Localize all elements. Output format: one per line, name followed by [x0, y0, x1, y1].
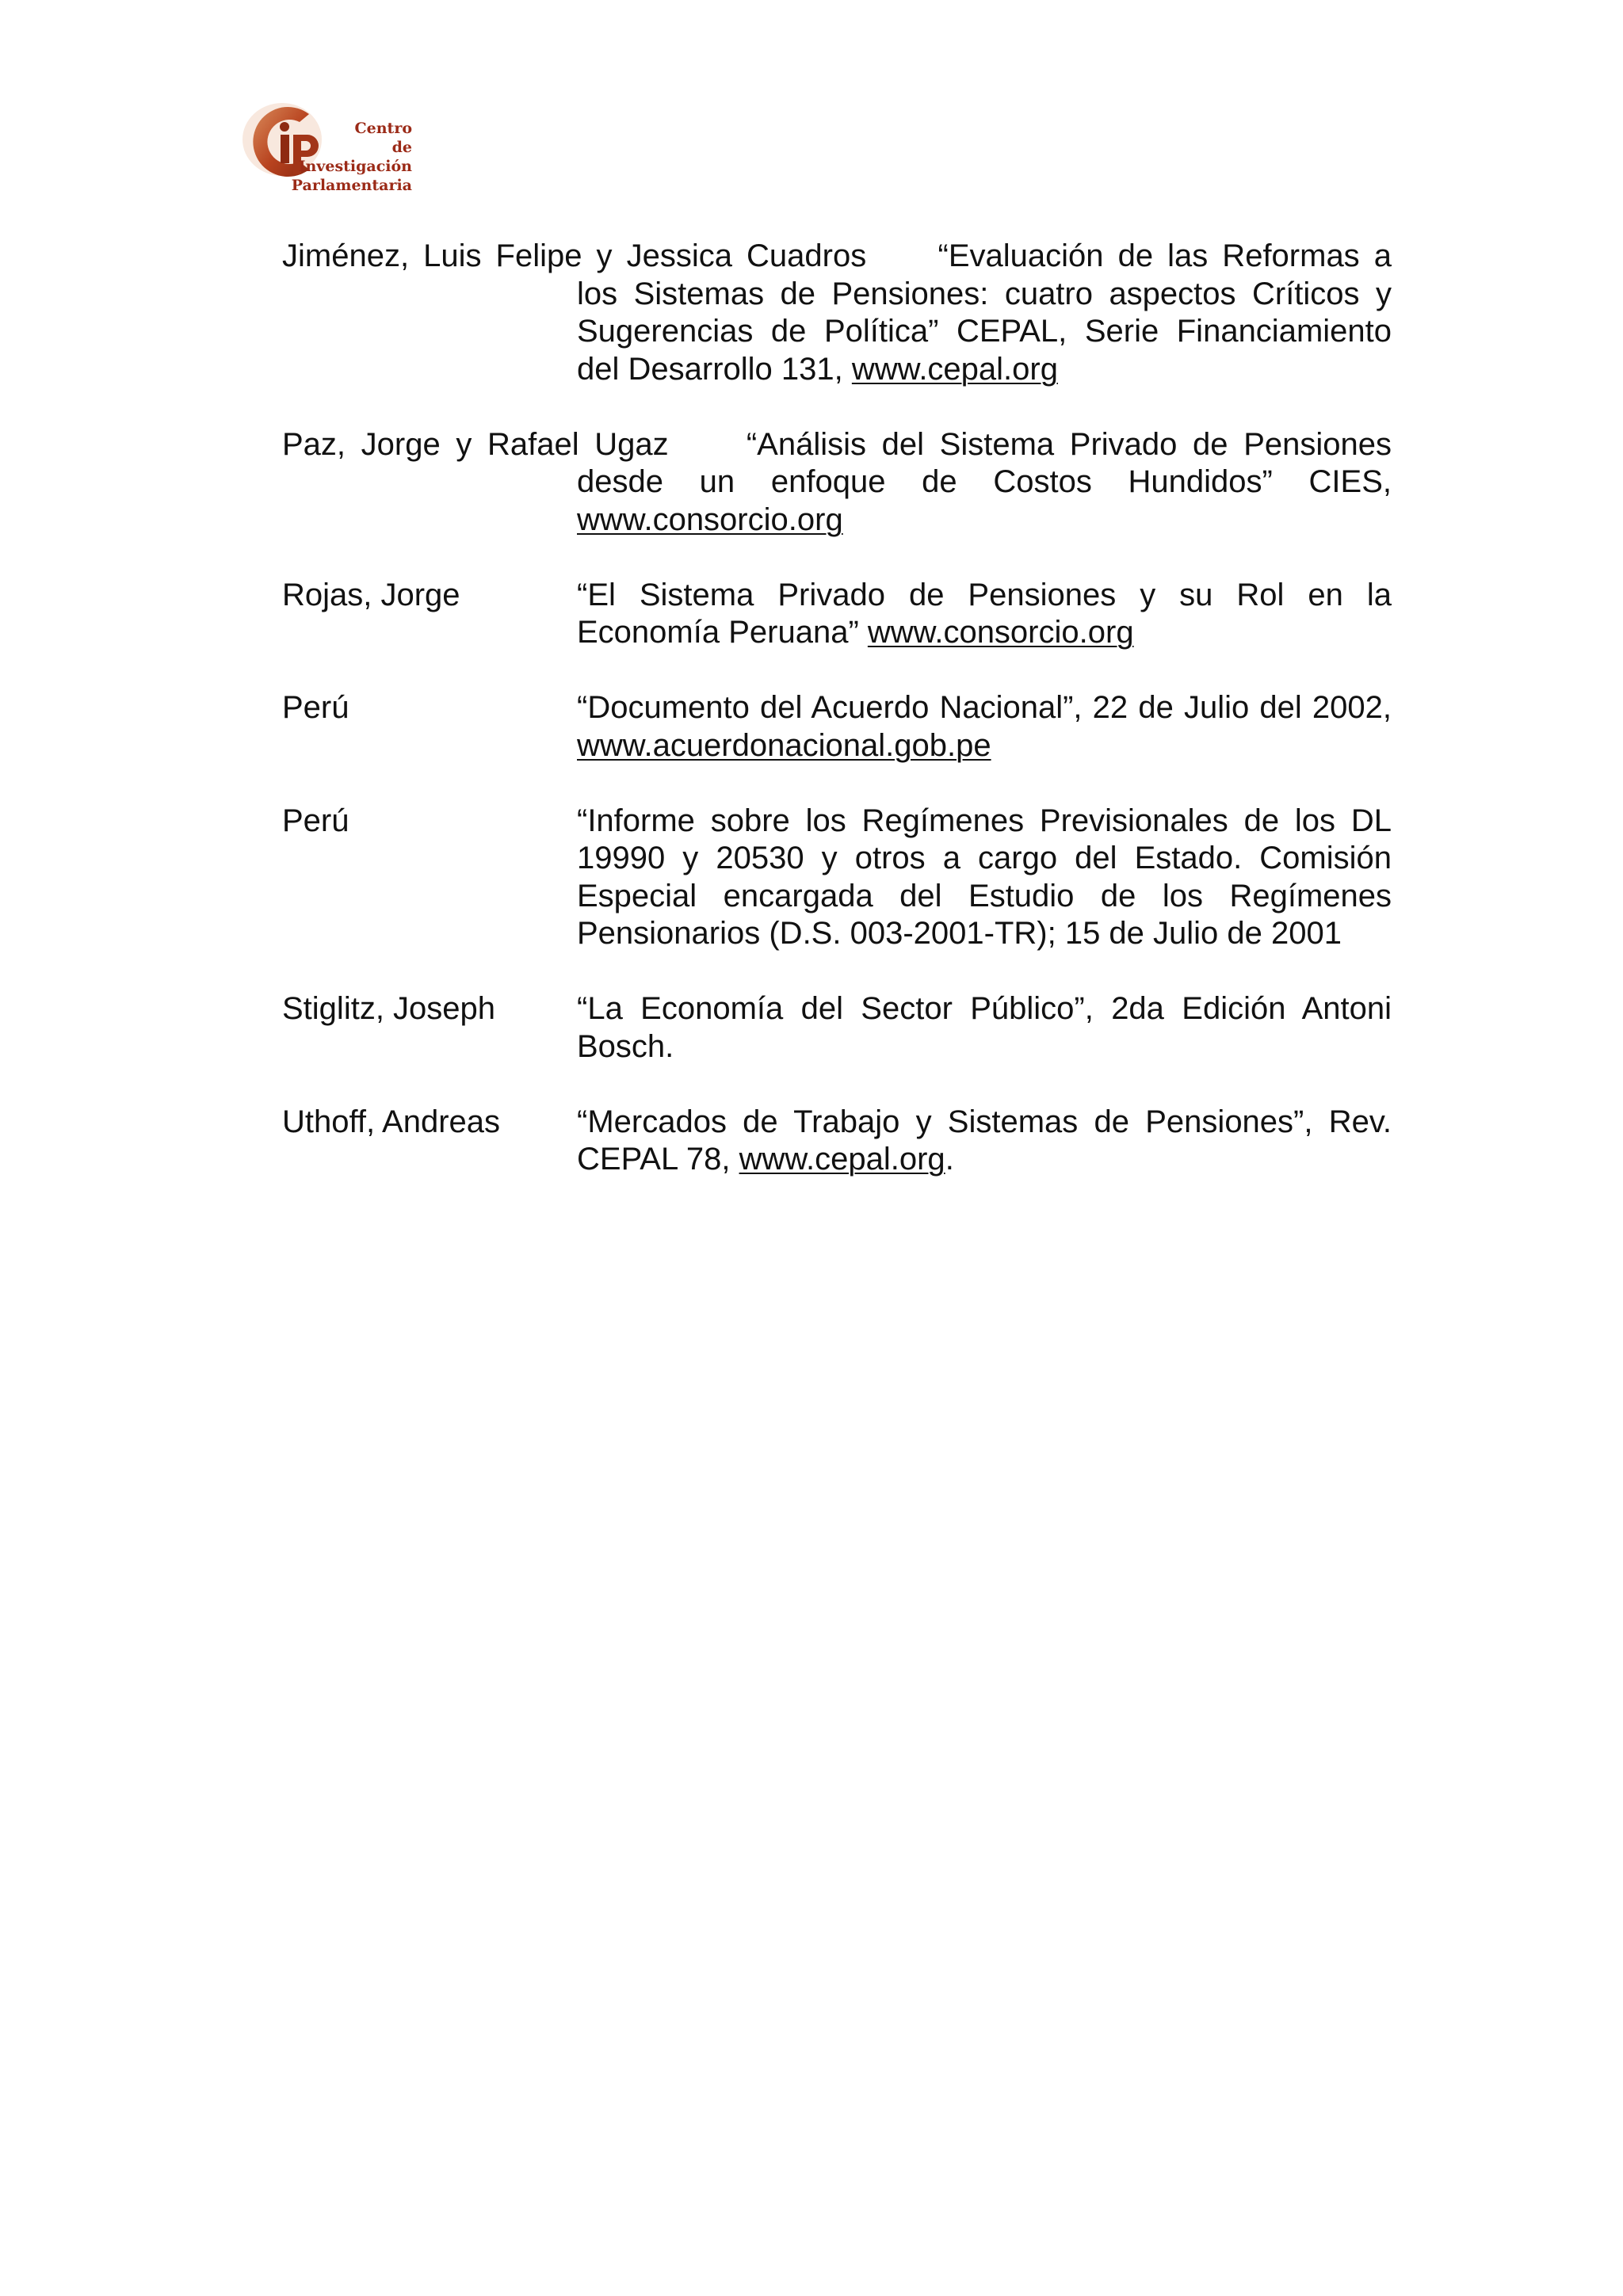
reference-entry [282, 689, 1392, 765]
reference-entry [282, 426, 1392, 540]
reference-link[interactable]: www.cepal.org [851, 351, 1058, 387]
reference-first-line [282, 426, 1392, 464]
reference-author: Stiglitz, Joseph [282, 991, 496, 1026]
reference-author: Rojas, Jorge [282, 577, 460, 612]
reference-entry [282, 803, 1392, 953]
reference-author: Perú [282, 690, 349, 725]
logo-line: Centro [354, 120, 412, 137]
reference-title-start: “Análisis del Sistema Privado de Pensiones [746, 426, 1392, 462]
logo-text [287, 119, 412, 195]
reference-author: Jiménez, Luis Felipe y Jessica Cuadros [282, 238, 867, 273]
cip-logo [236, 93, 418, 204]
reference-entry [282, 990, 1392, 1066]
reference-list [282, 238, 1392, 1216]
reference-first-line [282, 238, 1392, 276]
reference-trailing: . [945, 1142, 954, 1177]
reference-author: Perú [282, 803, 349, 838]
reference-text: “Mercados de Trabajo y Sistemas de Pensiones”, Rev. CEPAL 78, [577, 1104, 1392, 1177]
reference-text: “La Economía del Sector Público”, 2da Edición Antoni Bosch. [577, 991, 1392, 1064]
logo-line: de [391, 139, 412, 156]
reference-text: “Documento del Acuerdo Nacional”, 22 de Julio del 2002, [577, 690, 1392, 725]
reference-entry [282, 1104, 1392, 1179]
reference-title-start: “Evaluación de las Reformas a [938, 238, 1392, 273]
reference-text: “El Sistema Privado de Pensiones y su Rol en la Economía Peruana” [577, 577, 1392, 650]
logo-line: Parlamentaria [291, 177, 412, 194]
reference-author: Paz, Jorge y Rafael Ugaz [282, 426, 669, 462]
reference-author: Uthoff, Andreas [282, 1104, 500, 1139]
reference-link[interactable]: www.consorcio.org [867, 615, 1134, 650]
reference-text: desde un enfoque de Costos Hundidos” CIES, [577, 464, 1392, 499]
reference-entry [282, 238, 1392, 388]
reference-entry [282, 577, 1392, 652]
reference-link[interactable]: www.consorcio.org [577, 502, 843, 537]
reference-text: los Sistemas de Pensiones: cuatro aspectos Críticos y Sugerencias de Política” CEPAL, Serie Financiamiento del Desarrollo 131, [577, 276, 1392, 387]
reference-link[interactable]: www.cepal.org [739, 1142, 945, 1177]
reference-link[interactable]: www.acuerdonacional.gob.pe [577, 727, 991, 763]
reference-text: “Informe sobre los Regímenes Previsionales de los DL 19990 y 20530 y otros a cargo del Estado. Comisión Especial encargada del Estudio de los Regímenes Pensionarios (D.S. 003-2001-TR); 15 de Julio de 2001 [577, 803, 1392, 951]
logo-line: Investigación [298, 158, 412, 175]
